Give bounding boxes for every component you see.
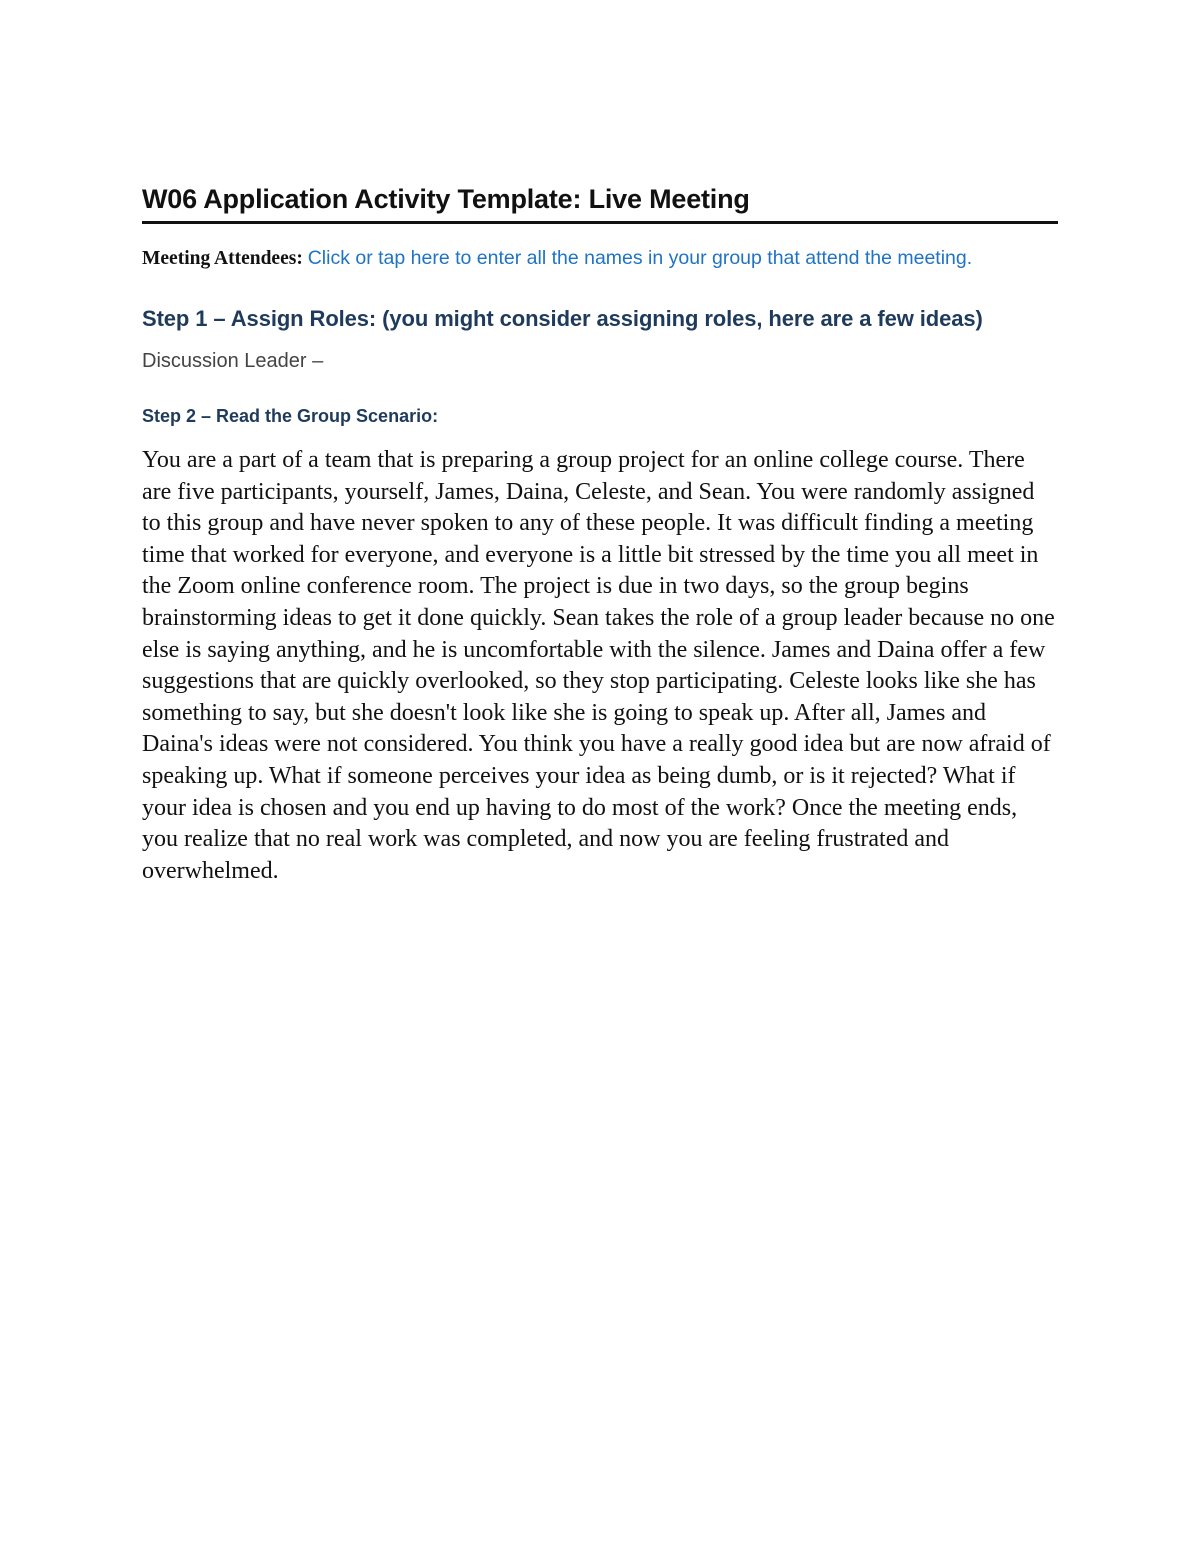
group-scenario-text: You are a part of a team that is preparing a group project for an online college course. There are five participants, yourself, James, Daina, Celeste, and Sean. You were randomly assigned to this group and have never spoken to any of these people. It was difficult finding a meeting time that worked for everyone, and everyone is a little bit stressed by the time you all meet in the Zoom online conference room. The project is due in two days, so the group begins brainstorming ideas to get it done quickly. Sean takes the role of a group leader because no one else is saying anything, and he is uncomfortable with the silence. James and Daina offer a few suggestions that are quickly overlooked, so they stop participating. Celeste looks like she has something to say, but she doesn't look like she is going to speak up. After all, James and Daina's ideas were not considered. You think you have a really good idea but are now afraid of speaking up. What if someone perceives your idea as being dumb, or is it rejected? What if your idea is chosen and you end up having to do most of the work? Once the meeting ends, you realize that no real work was completed, and now you are feeling frustrated and overwhelmed. — [142, 447, 1055, 884]
step1-heading: Step 1 – Assign Roles: (you might consider assigning roles, here are a few ideas) — [142, 306, 983, 331]
step2-heading: Step 2 – Read the Group Scenario: — [142, 406, 439, 426]
role-discussion-leader: Discussion Leader – — [142, 350, 324, 372]
meeting-attendees-field[interactable]: Click or tap here to enter all the names in your group that attend the meeting. — [307, 247, 973, 269]
meeting-attendees-label: Meeting Attendees: — [142, 248, 303, 269]
document-title: W06 Application Activity Template: Live Meeting — [142, 184, 1058, 224]
meeting-attendees-row — [142, 244, 1058, 273]
document-content — [142, 184, 1058, 887]
